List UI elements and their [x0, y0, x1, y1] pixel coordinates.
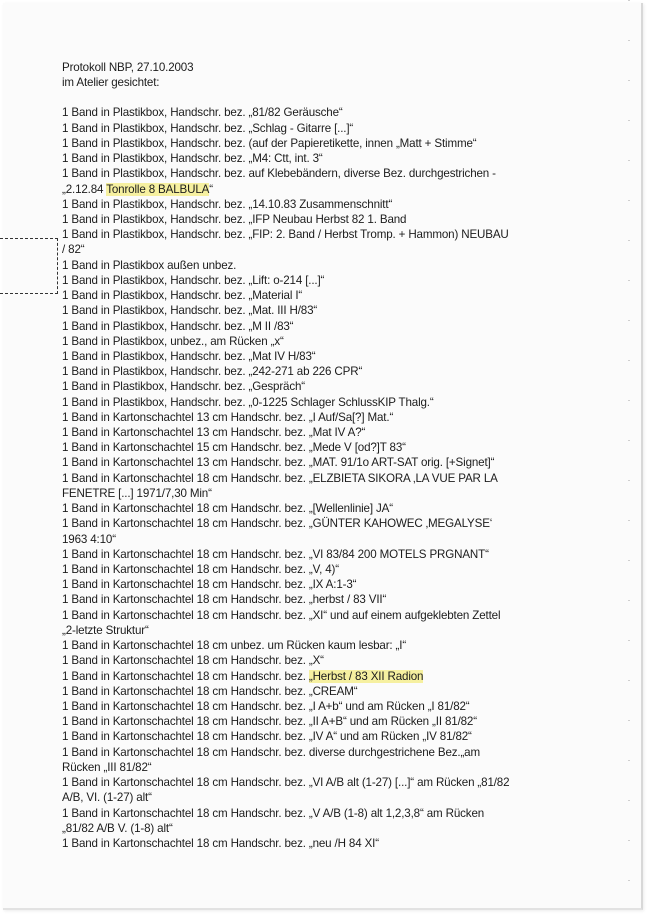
header-line: Protokoll NBP, 27.10.2003	[62, 61, 194, 74]
entry-line: 1 Band in Kartonschachtel 13 cm Handschr. bez. „MAT. 91/1o ART-SAT orig. [+Signet]“	[62, 456, 495, 470]
entry-line: 1 Band in Plastikbox, Handschr. bez. „M II /83“	[62, 319, 294, 333]
entry-line: 1 Band in Plastikbox, Handschr. bez. „Material I“	[62, 289, 303, 303]
entry-line: 1 Band in Kartonschachtel 18 cm Handschr. bez. „V A/B (1-8) alt 1,2,3,8“ am Rücken	[62, 806, 485, 820]
entry-line: 1 Band in Plastikbox, Handschr. bez. „IFP Neubau Herbst 82 1. Band	[62, 212, 407, 226]
entry-line: 1 Band in Kartonschachtel 18 cm Handschr. bez. „neu /H 84 XI“	[62, 836, 379, 850]
spacer	[62, 90, 602, 105]
entry-line: 1 Band in Plastikbox, Handschr. bez. „242-271 ab 226 CPR“	[62, 365, 363, 379]
entry-line: 1 Band in Kartonschachtel 18 cm Handschr. bez. „II A+B“ und am Rücken „II 81/82“	[62, 715, 477, 729]
entry-line: 1 Band in Plastikbox, Handschr. bez. „Mat. III H/83“	[62, 304, 318, 318]
entry-line: 1 Band in Plastikbox außen unbez.	[62, 258, 237, 272]
entry-line: 1 Band in Plastikbox, Handschr. bez. „14.10.83 Zusammenschnitt“	[62, 197, 393, 211]
entry-line: 1 Band in Kartonschachtel 18 cm Handschr. bez. „V, 4)“	[62, 563, 339, 576]
entry-line: 1 Band in Plastikbox, Handschr. bez. „Mat IV H/83“	[62, 349, 316, 363]
entry-line: 1 Band in Plastikbox, Handschr. bez. auf Klebebändern, diverse Bez. durchgestrichen -	[62, 167, 496, 181]
header-subline: im Atelier gesichtet:	[62, 76, 160, 90]
entry-line: 1 Band in Kartonschachtel 18 cm Handschr. bez. „XI“ und auf einem aufgeklebten Zettel	[62, 608, 501, 622]
entry-line: 1 Band in Plastikbox, Handschr. bez. „FIP: 2. Band / Herbst Tromp. + Hammon) NEUBAU	[62, 228, 509, 242]
entry-line: Rücken „III 81/82“	[62, 760, 152, 774]
entry-line: 1 Band in Kartonschachtel 18 cm Handschr. bez. „X“	[62, 654, 324, 668]
entry-text: „2.12.84	[62, 182, 107, 196]
entry-line: 1 Band in Plastikbox, unbez., am Rücken „x“	[62, 334, 284, 348]
entry-line: 1 Band in Kartonschachtel 18 cm Handschr. bez. „GÜNTER KAHOWEC ‚MEGALYSE‘	[62, 517, 493, 531]
entry-line: 1 Band in Kartonschachtel 13 cm Handschr. bez. „Mat IV A?“	[62, 426, 366, 440]
protocol-text	[62, 60, 602, 851]
entry-line: 1 Band in Kartonschachtel 18 cm Handschr. bez. „VI 83/84 200 MOTELS PRGNANT“	[62, 547, 489, 561]
entry-line: 1 Band in Kartonschachtel 18 cm Handschr. bez. „CREAM“	[62, 684, 358, 698]
entry-text: 1 Band in Kartonschachtel 18 cm Handschr. bez.	[62, 669, 309, 683]
highlighted-text: „Herbst / 83 XII Radion	[308, 669, 424, 683]
entry-line: 1 Band in Plastikbox, Handschr. bez. „Gespräch“	[62, 380, 305, 394]
entry-line	[62, 669, 602, 684]
entry-line: 1 Band in Kartonschachtel 15 cm Handschr. bez. „Mede V [od?]T 83“	[62, 441, 406, 455]
entry-line: „2-letzte Struktur“	[62, 623, 149, 637]
entry-line: FENETRE [...] 1971/7,30 Min“	[62, 486, 212, 500]
highlighted-text: Tonrolle 8 BALBULA	[106, 182, 210, 196]
entry-line: 1 Band in Kartonschachtel 18 cm Handschr. bez. „IX A:1-3“	[62, 578, 357, 592]
entry-line: 1 Band in Kartonschachtel 18 cm unbez. um Rücken kaum lesbar: „I“	[62, 639, 407, 653]
entry-line: 1 Band in Plastikbox, Handschr. bez. „Schlag - Gitarre [...]“	[62, 121, 354, 135]
entry-line: 1 Band in Plastikbox, Handschr. bez. „M4: Ctt, int. 3“	[62, 152, 323, 166]
entry-text: “	[209, 182, 213, 196]
entry-line: 1 Band in Kartonschachtel 18 cm Handschr. bez. „herbst / 83 VII“	[62, 593, 387, 607]
entry-line: 1963 4:10“	[62, 532, 116, 546]
entry-line: 1 Band in Kartonschachtel 18 cm Handschr. bez. „VI A/B alt (1-27) [...]“ am Rücken „81/82	[62, 776, 510, 790]
entry-line: 1 Band in Plastikbox, Handschr. bez. (auf der Papieretikette, innen „Matt + Stimme“	[62, 136, 477, 150]
entry-line: 1 Band in Plastikbox, Handschr. bez. „81/82 Geräusche“	[62, 106, 343, 120]
entry-line: A/B, VI. (1-27) alt“	[62, 791, 152, 805]
entry-line: 1 Band in Kartonschachtel 18 cm Handschr. bez. „ELZBIETA SIKORA ‚LA VUE PAR LA	[62, 471, 498, 485]
entry-list	[62, 105, 602, 851]
entry-line: 1 Band in Plastikbox, Handschr. bez. „Lift: o-214 [...]“	[62, 273, 325, 287]
scan-edge-marks	[628, 0, 630, 918]
entry-line: „81/82 A/B V. (1-8) alt“	[62, 821, 173, 835]
dashed-margin-mark	[0, 238, 58, 294]
entry-line	[62, 182, 602, 197]
entry-line: 1 Band in Kartonschachtel 18 cm Handschr. bez. „I A+b“ und am Rücken „I 81/82“	[62, 699, 470, 713]
entry-line: 1 Band in Plastikbox, Handschr. bez. „0-1225 Schlager SchlussKIP Thalg.“	[62, 395, 434, 409]
entry-line: 1 Band in Kartonschachtel 13 cm Handschr. bez. „I Auf/Sa[?] Mat.“	[62, 410, 394, 424]
entry-line: 1 Band in Kartonschachtel 18 cm Handschr. bez. „[Wellenlinie] JA“	[62, 502, 393, 516]
entry-line: 1 Band in Kartonschachtel 18 cm Handschr. bez. diverse durchgestrichene Bez.„am	[62, 745, 480, 759]
entry-line: 1 Band in Kartonschachtel 18 cm Handschr. bez. „IV A“ und am Rücken „IV 81/82“	[62, 730, 472, 744]
entry-line: / 82“	[62, 243, 85, 257]
